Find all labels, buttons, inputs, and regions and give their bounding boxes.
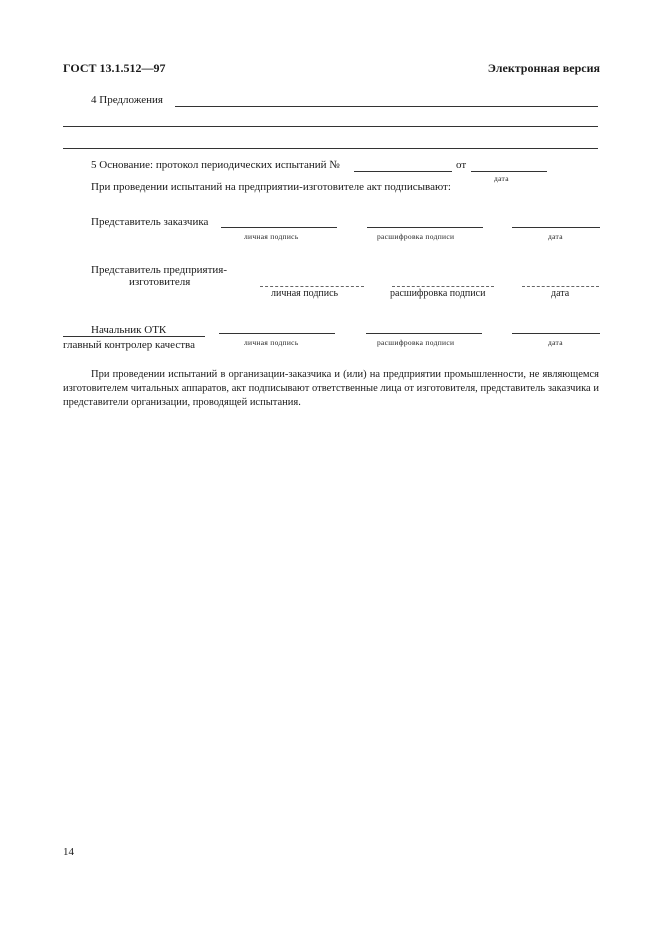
signing-note: При проведении испытаний на предприятии-изготовителе акт подписывают: — [91, 181, 451, 193]
page-number: 14 — [63, 846, 74, 858]
manufacturer-date-line — [522, 286, 599, 287]
customer-signature-caption: личная подпись — [244, 232, 299, 241]
proposals-line-2 — [63, 126, 598, 127]
otk-signature-line — [219, 333, 335, 334]
customer-decode-caption: расшифровка подписи — [377, 232, 455, 241]
otk-decode-caption: расшифровка подписи — [377, 338, 455, 347]
manufacturer-rep-label-1: Представитель предприятия- — [91, 264, 227, 276]
otk-label-1: Начальник ОТК — [91, 324, 167, 336]
protocol-number-line — [354, 171, 452, 172]
otk-separator-line — [63, 336, 205, 337]
section5-from: от — [456, 159, 467, 171]
version-label: Электронная версия — [487, 61, 600, 75]
protocol-date-line — [471, 171, 547, 172]
manufacturer-signature-line — [260, 286, 364, 287]
customer-signature-line — [221, 227, 337, 228]
customer-date-line — [512, 227, 600, 228]
protocol-date-caption: дата — [494, 174, 509, 183]
proposals-line-3 — [63, 148, 598, 149]
closing-paragraph: При проведении испытаний в организации-заказчика и (или) на предприятии промышленности, не являющемся изготовителем читальных аппаратов, акт подписывают ответственные лица от изготовителя, представитель заказчика и представители организации, проводящей испытания. — [63, 369, 599, 408]
otk-date-caption: дата — [548, 338, 563, 347]
document-code: ГОСТ 13.1.512—97 — [63, 61, 166, 75]
section5-basis: 5 Основание: протокол периодических испытаний № — [91, 159, 340, 171]
manufacturer-date-caption: дата — [551, 288, 570, 299]
otk-label-2: главный контролер качества — [63, 339, 195, 351]
customer-rep-label: Представитель заказчика — [91, 216, 209, 228]
otk-signature-caption: личная подпись — [244, 338, 299, 347]
manufacturer-signature-caption: личная подпись — [271, 288, 339, 299]
manufacturer-decode-caption: расшифровка подписи — [390, 288, 486, 299]
customer-date-caption: дата — [548, 232, 563, 241]
otk-decode-line — [366, 333, 482, 334]
manufacturer-rep-label-2: изготовителя — [129, 276, 191, 288]
manufacturer-decode-line — [392, 286, 494, 287]
section4-label: 4 Предложения — [91, 94, 163, 106]
proposals-line-1 — [175, 106, 598, 107]
customer-decode-line — [367, 227, 483, 228]
otk-date-line — [512, 333, 600, 334]
